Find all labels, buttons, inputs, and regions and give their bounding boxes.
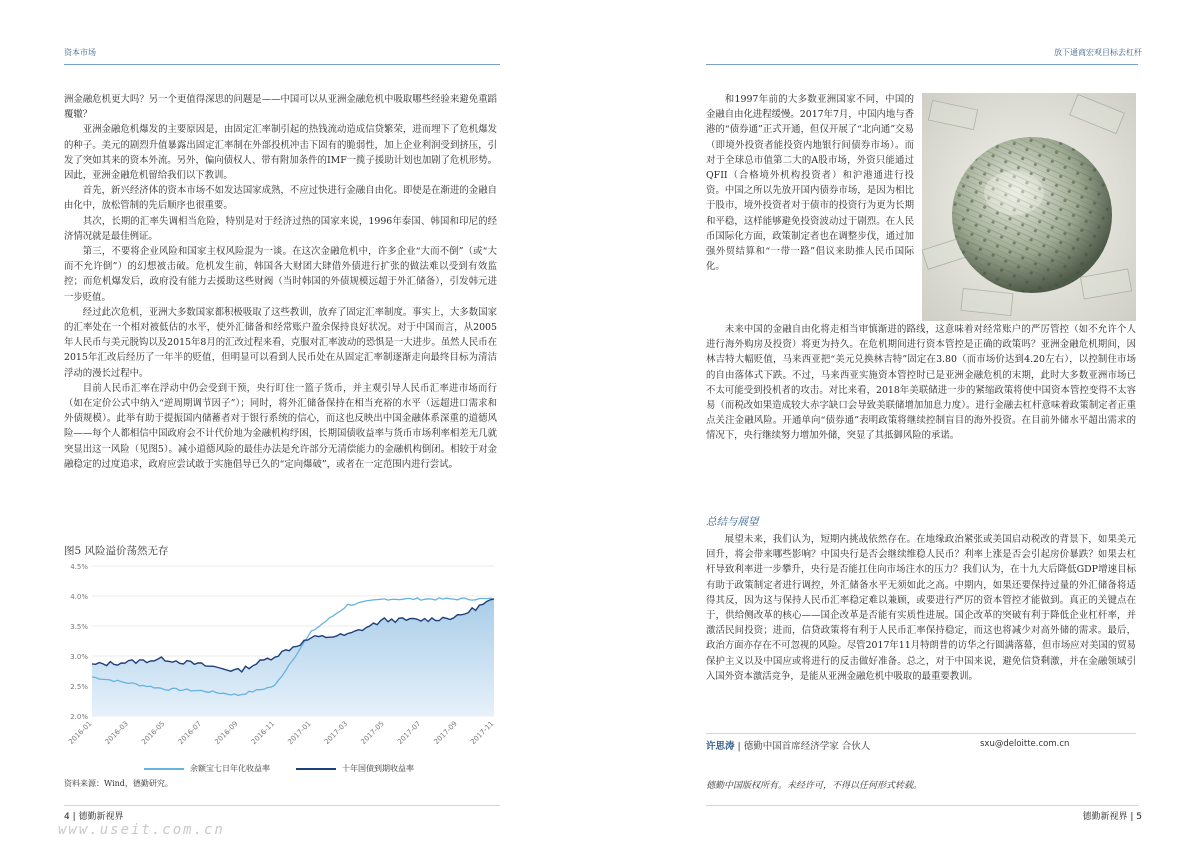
x-tick-label: 2016-01 bbox=[67, 719, 94, 747]
y-tick-label: 2.5% bbox=[70, 683, 88, 691]
footer-rule-left bbox=[64, 805, 500, 806]
x-tick-label: 2016-05 bbox=[140, 719, 167, 747]
paragraph: 展望未来，我们认为，短期内挑战依然存在。在地缘政治紧张或美国启动税改的背景下，如果美元回升，将会带来哪些影响？中国央行是否会继续维稳人民币？利率上涨是否会引起房价暴跌？如果去杠杆导致利率进一步攀升，央行是否能扛住向市场注水的压力？我们认为，在十九大后降低GDP增速目标有助于政策制定者进行调控，外汇储备水平无须如此之高。中期内，如果还要保持过量的外汇储备将适得其反，因为这与保持人民币汇率稳定难以兼顾，或要进行严厉的资本管控才能做到。真正的关键点在于，供给侧改革的核心——国企改革是否能有实质性进展。国企改革的突破有利于降低企业杠杆率，并激活民间投资；进而，信贷政策将有利于人民币汇率保持稳定，而这也将减少对高外储的需求。最后，政治方面亦存在不可忽视的风险。尽管2017年11月特朗普的访华之行圆满落幕，但市场应对美国的贸易保护主义以及中国应或将进行的反击做好准备。总之，对于中国来说，避免信贷剩激，并在金融领域引入国外资本激活竞争，是能从亚洲金融危机中吸取的最重要教训。 bbox=[706, 534, 1136, 682]
copyright-notice: 德勤中国版权所有。未经许可，不得以任何形式转载。 bbox=[706, 781, 923, 791]
watermark: www.useit.com.cn bbox=[58, 822, 225, 838]
x-tick-label: 2016-11 bbox=[249, 719, 277, 747]
risk-premium-chart bbox=[64, 558, 504, 768]
x-tick-label: 2017-03 bbox=[322, 719, 350, 747]
x-tick-label: 2016-03 bbox=[103, 719, 130, 747]
right-column-text bbox=[706, 322, 1136, 444]
x-tick-label: 2017-01 bbox=[286, 719, 313, 747]
paragraph: 未来中国的金融自由化将走相当审慎渐进的路线，这意味着对经常账户的严厉管控（如不允许个人进行海外购房及投资）将更为持久。在危机期间进行资本管控是正确的政策吗？亚洲金融危机期间，因林吉特大幅贬值，马来西亚把“美元兑换林吉特”固定在3.80（而市场价达到4.20左右），以控制住市场的自由落体式下跌。不过，马来西亚实施资本管控时已是亚洲金融危机的末期，此时大多数亚洲市场已不太可能受到投机者的攻击。对比来看，2018年美联储进一步的紧缩政策将使中国资本管控变得不太容易（而税改如果造成较大赤字缺口会导致美联储增加加息力度）。进行金融去杠杆意味着政策制定者正重点关注金融风险。开通单向“债券通”表明政策将继续控制盲目的海外投资。在目前外储水平超出需求的情况下，央行继续努力增加外储，突显了其抵御风险的承诺。 bbox=[706, 324, 1136, 442]
paragraph: 首先，新兴经济体的资本市场不如发达国家成熟，不应过快进行金融自由化。即使是在渐进的金融自由化中，放松管制的先后顺序也很重要。 bbox=[64, 185, 497, 212]
figure-source: 资料来源：Wind，德勤研究。 bbox=[64, 779, 173, 788]
y-tick-label: 4.5% bbox=[70, 563, 88, 571]
header-section-left: 资本市场 bbox=[64, 48, 96, 57]
legend-item-bond bbox=[296, 763, 414, 774]
footer-page-right: 德勤新视界 | 5 bbox=[1082, 812, 1142, 822]
right-column-top-text bbox=[706, 92, 914, 274]
money-ball-icon bbox=[922, 93, 1136, 321]
author-line bbox=[706, 738, 870, 752]
paragraph: 经过此次危机，亚洲大多数国家都积极吸取了这些教训，放弃了固定汇率制度。事实上，大多数国家的汇率处在一个相对被低估的水平，使外汇储备和经常账户盈余保持良好状况。对于中国而言，从2005年人民币与美元脱钩以及2015年8月的汇改过程来看，克服对汇率波动的恐惧是一大进步。虽然人民币在2015年汇改后经历了一年半的贬值，但明显可以看到人民币处在从固定汇率制逐渐走向最终目标为清洁浮动的漫长过程中。 bbox=[64, 306, 497, 379]
bond-yield-area bbox=[92, 599, 494, 716]
x-tick-label: 2017-11 bbox=[469, 719, 496, 747]
legend-swatch bbox=[296, 768, 336, 770]
x-tick-label: 2017-07 bbox=[395, 719, 423, 747]
legend-swatch bbox=[144, 768, 184, 770]
paragraph: 第三，不要将企业风险和国家主权风险混为一谈。在这次金融危机中，许多企业“大而不倒”（或“大而不允许倒”）的幻想被击破。危机发生前，韩国各大财团大肆借外债进行扩张的做法难以受到有效监控；而危机爆发后，政府没有能力去援助这些财阀（当时韩国的外债规模远超于外汇储备），引发韩元进一步贬值。 bbox=[64, 246, 497, 303]
legend-label: 余额宝七日年化收益率 bbox=[190, 764, 270, 773]
legend-label: 十年国债到期收益率 bbox=[342, 764, 414, 773]
x-tick-label: 2016-07 bbox=[176, 719, 204, 747]
paragraph: 目前人民币汇率在浮动中仍会受到干预，央行盯住一篮子货币，并主观引导人民币汇率进市场而行（如在定价公式中纳入“逆周期调节因子”）；同时，将外汇储备保持在相当充裕的水平（远超进口需求和外债规模）。此举有助于提振国内储蓄者对于银行系统的信心，而这也反映出中国金融体系深重的道德风险——每个人都相信中国政府会不计代价地为金融机构纾困，长期国债收益率与货币市场利率相差无几就突显出这一风险（见图5）。减小道德风险的最佳办法是允许部分无清偿能力的金融机构倒闭。相较于对金融稳定的过度追求，政府应尝试敢于实施倡导已久的“定向爆破”，或者在一定范围内进行尝试。 bbox=[64, 382, 497, 470]
author-title: 德勤中国首席经济学家 合伙人 bbox=[743, 741, 871, 752]
paragraph: 和1997年前的大多数亚洲国家不同，中国的金融自由化进程缓慢。2017年7月，中国内地与香港的“债券通”正式开通，但仅开展了“北向通”交易（即境外投资者能投资内地银行间债券市场）。而对于全球总市值第二大的A股市场，外资只能通过QFII（合格境外机构投资者）和沪港通进行投资。中国之所以先放开国内债券市场，是因为相比于股市，境外投资者对于债市的投资行为更为长期和平稳，这样能够避免投资波动过于剧烈。在人民币国际化方面，政策制定者也在调整步伐，通过加强外贸结算和“一带一路”倡议来助推人民币国际化。 bbox=[706, 94, 914, 273]
paragraph: 其次，长期的汇率失调相当危险，特别是对于经济过热的国家来说，1996年泰国、韩国和印尼的经济情况就是最佳例证。 bbox=[64, 215, 497, 242]
paragraph: 洲金融危机更大吗？另一个更值得深思的问题是——中国可以从亚洲金融危机中吸取哪些经验来避免重蹈覆辙？ bbox=[64, 94, 497, 121]
header-rule-left bbox=[64, 64, 500, 65]
x-tick-label: 2016-09 bbox=[213, 719, 240, 747]
author-rule bbox=[706, 733, 1136, 734]
paragraph: 亚洲金融危机爆发的主要原因是，由固定汇率制引起的热钱流动造成信贷繁荣，进而埋下了危机爆发的种子。美元的剧烈升值暴露出固定汇率制在外部投机冲击下固有的脆弱性，加上企业利润受到挤压，引发了突如其来的资本外流。另外，偏向债权人、带有附加条件的IMF一揽子援助计划也加剧了危机形势。因此，亚洲金融危机留给我们以下教训。 bbox=[64, 124, 497, 182]
author-name: 许思涛 bbox=[706, 741, 735, 752]
section-title: 总结与展望 bbox=[706, 516, 759, 528]
money-ball-photo bbox=[922, 93, 1136, 321]
footer-rule-right bbox=[706, 805, 1138, 806]
author-divider: | bbox=[734, 741, 744, 752]
author-email[interactable]: sxu@deloitte.com.cn bbox=[980, 739, 1070, 749]
y-tick-label: 2.0% bbox=[70, 713, 88, 721]
header-section-right: 放下通商宏观目标去杠杆 bbox=[1054, 48, 1142, 57]
y-tick-label: 3.0% bbox=[70, 653, 88, 661]
footer-page-left: 4 | 德勤新视界 bbox=[64, 812, 124, 822]
y-tick-label: 3.5% bbox=[70, 623, 88, 631]
outlook-text bbox=[706, 532, 1136, 684]
figure-title: 图5 风险溢价荡然无存 bbox=[64, 545, 169, 557]
left-column-text bbox=[64, 92, 497, 472]
x-tick-label: 2017-05 bbox=[359, 719, 386, 747]
legend-item-yuebao bbox=[144, 763, 270, 774]
x-tick-label: 2017-09 bbox=[432, 719, 459, 747]
header-rule-right bbox=[706, 64, 1138, 65]
y-tick-label: 4.0% bbox=[70, 593, 88, 601]
